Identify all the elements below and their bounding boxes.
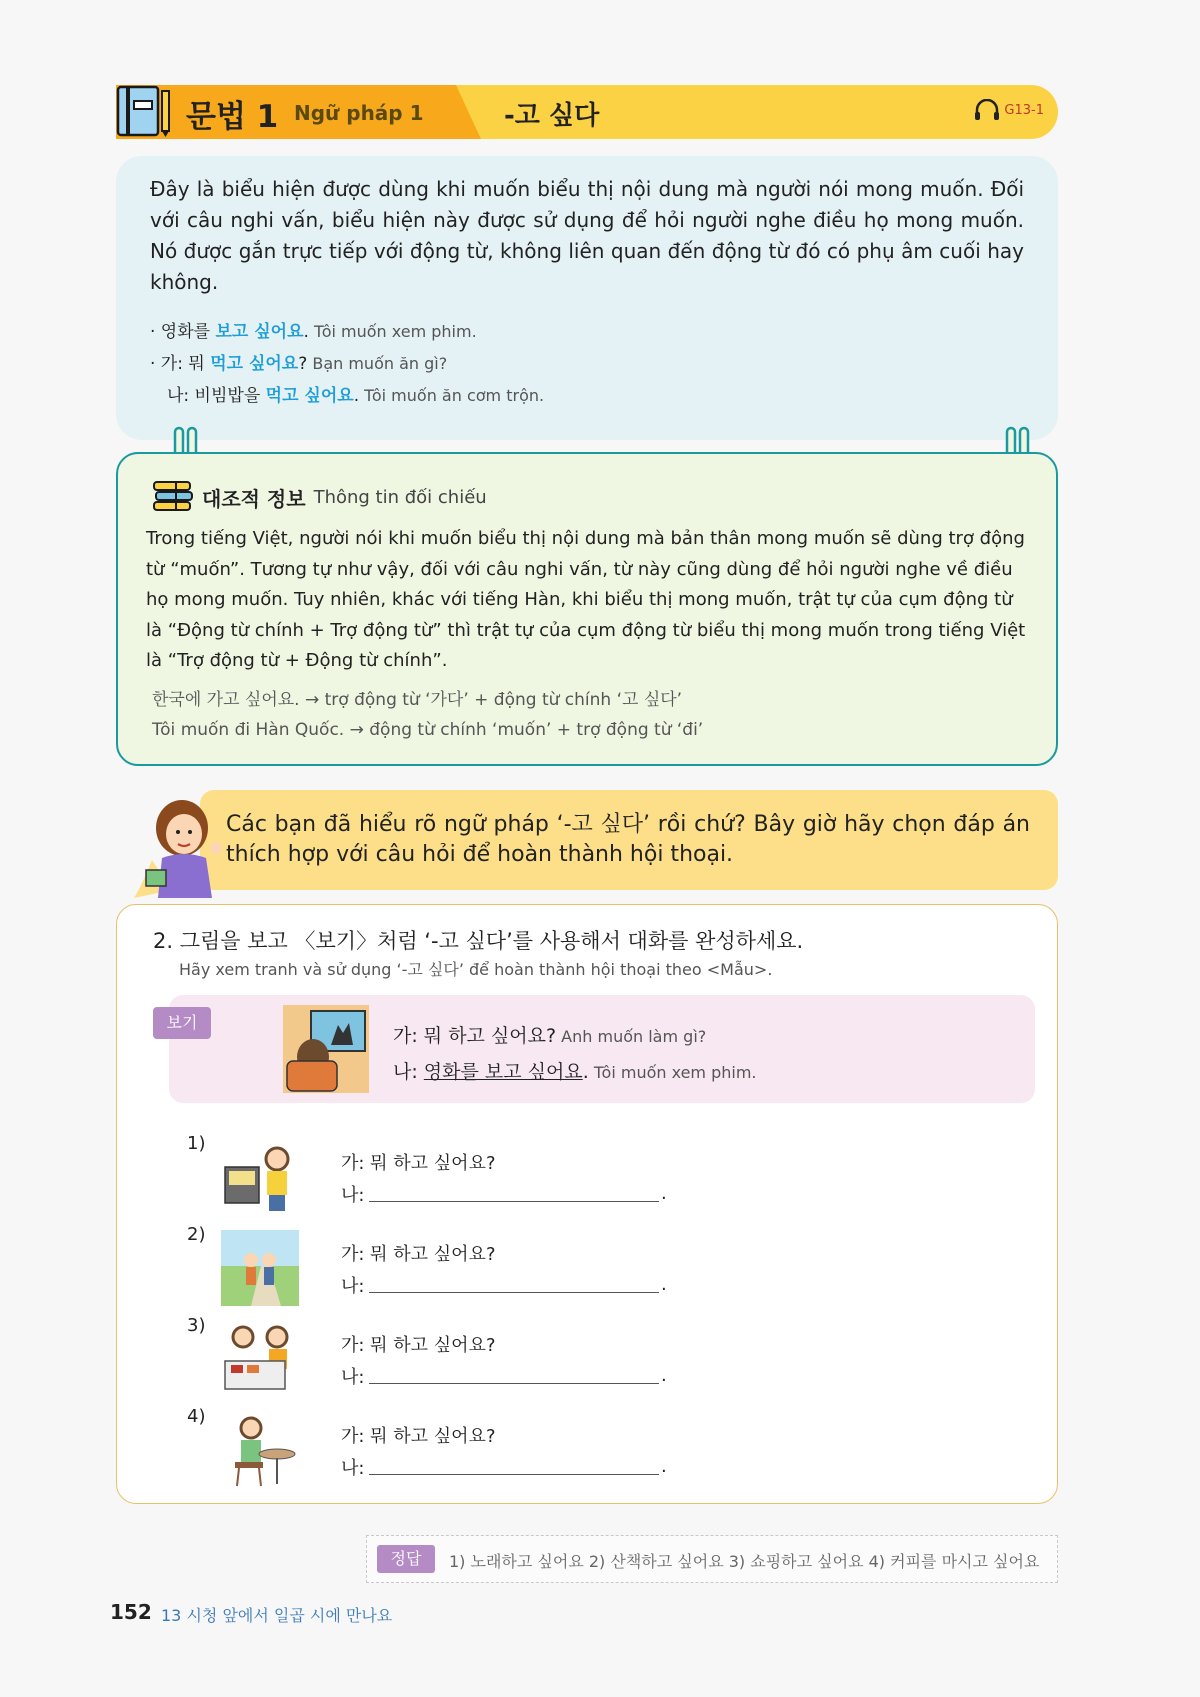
item-question: 가: 뭐 하고 싶어요? [341, 1244, 496, 1265]
answer-blank[interactable] [369, 1292, 659, 1293]
model-question [393, 1021, 706, 1048]
explanation-box [116, 156, 1058, 440]
answer-text: 1) 노래하고 싶어요 2) 산책하고 싶어요 3) 쇼핑하고 싶어요 4) 커피를 마시고 싶어요 [449, 1552, 1040, 1571]
grammar-banner [116, 85, 1058, 139]
exercise-box [116, 904, 1058, 1504]
item-answer-label: 나: [341, 1185, 365, 1206]
headphones-icon [974, 99, 1000, 121]
item-number: 2) [187, 1224, 206, 1245]
chapter-title: 13 시청 앞에서 일곱 시에 만나요 [161, 1606, 393, 1625]
answer-period: . [661, 1183, 667, 1204]
model-answer [393, 1057, 757, 1084]
exercise-item [117, 1224, 817, 1310]
comparison-example-vi: Tôi muốn đi Hàn Quốc. → động từ chính ‘muốn’ + trợ động từ ‘đi’ [152, 719, 704, 740]
item-number: 1) [187, 1133, 206, 1154]
comparison-examples [152, 685, 1028, 745]
comparison-heading-ko: 대조적 정보 [202, 486, 306, 511]
coffee-illustration [221, 1412, 299, 1488]
answer-tag: 정답 [377, 1545, 435, 1573]
exercise-title: 2. 그림을 보고 〈보기〉처럼 ‘-고 싶다’를 사용해서 대화를 완성하세요. [153, 929, 804, 953]
explanation-text: Đây là biểu hiện được dùng khi muốn biểu thị nội dung mà người nói mong muốn. Đối với câu nghi vấn, biểu hiện này được sử dụng để hỏi người nghe điều họ mong muốn. Nó được gắn trực tiếp với động từ, không liên quan đến động từ đó có phụ âm cuối hay không. [150, 177, 1024, 294]
page-number: 152 [110, 1600, 152, 1624]
item-question: 가: 뭐 하고 싶어요? [341, 1426, 496, 1447]
shopping-illustration [221, 1321, 299, 1397]
bubble-text: Các bạn đã hiểu rõ ngữ pháp ‘-고 싶다’ rồi chứ? Bây giờ hãy chọn đáp án thích hợp với câu hỏi để hoàn thành hội thoại. [226, 812, 1030, 867]
exercise-subtitle: Hãy xem tranh và sử dụng ‘-고 싶다’ để hoàn thành hội thoại theo <Mẫu>. [179, 960, 773, 979]
item-answer-label: 나: [341, 1458, 365, 1479]
exercise-item [117, 1315, 817, 1401]
tv-watching-illustration [283, 1005, 369, 1093]
model-tag: 보기 [153, 1007, 211, 1039]
example-punct: ? [298, 354, 308, 374]
comparison-example-ko: 한국에 가고 싶어요. → trợ động từ ‘가다’ + động từ chính ‘고 싶다’ [152, 689, 683, 710]
answer-period: . [661, 1456, 667, 1477]
walking-illustration [221, 1230, 299, 1306]
model-answer-vi: Tôi muốn xem phim. [588, 1063, 757, 1082]
model-answer-underlined: 영화를 보고 싶어요 [423, 1061, 583, 1083]
answer-key [366, 1535, 1058, 1583]
exercise-item [117, 1133, 817, 1219]
example-translation: Tôi muốn xem phim. [308, 322, 477, 341]
grammar-label-vi: Ngữ pháp 1 [294, 101, 424, 125]
example-highlight: 보고 싶어요 [215, 322, 304, 342]
answer-blank[interactable] [369, 1201, 659, 1202]
audio-track[interactable] [974, 99, 1044, 121]
grammar-title: -고 싶다 [504, 101, 600, 131]
model-question-vi: Anh muốn làm gì? [556, 1027, 707, 1046]
speech-bubble [200, 790, 1058, 890]
notebook-icon [116, 83, 172, 139]
model-answer-prefix: 나: [393, 1061, 424, 1083]
example-1 [150, 316, 1024, 348]
example-translation: Tôi muốn ăn cơm trộn. [359, 386, 545, 405]
example-punct: . [353, 386, 360, 406]
comparison-heading [152, 480, 1028, 514]
answer-blank[interactable] [369, 1474, 659, 1475]
item-number: 3) [187, 1315, 206, 1336]
example-text: · 영화를 [150, 322, 216, 342]
teacher-illustration [132, 790, 228, 902]
comparison-text: Trong tiếng Việt, người nói khi muốn biểu thị nội dung mà bản thân mong muốn sẽ dùng trợ động từ “muốn”. Tương tự như vậy, đối với câu nghi vấn, từ này cũng dùng để hỏi người nghe về điều họ mong muốn. Tuy nhiên, khác với tiếng Hàn, khi biểu thị mong muốn, trật tự của cụm động từ là “Động từ chính + Trợ động từ” thì trật tự của cụm động từ biểu thị mong muốn trong tiếng Việt là “Trợ động từ + Động từ chính”. [146, 528, 1026, 671]
answer-blank[interactable] [369, 1383, 659, 1384]
example-highlight: 먹고 싶어요 [210, 354, 299, 374]
example-3 [150, 380, 1024, 412]
audio-code: G13-1 [1004, 102, 1044, 118]
item-answer-label: 나: [341, 1276, 365, 1297]
answer-period: . [661, 1365, 667, 1386]
example-text: · 가: 뭐 [150, 354, 211, 374]
example-punct: . [303, 322, 309, 342]
exercise-item [117, 1406, 817, 1492]
grammar-label: 문법 1 [186, 99, 279, 135]
answer-period: . [661, 1274, 667, 1295]
model-question-ko: 가: 뭐 하고 싶어요? [393, 1025, 557, 1047]
item-answer-label: 나: [341, 1367, 365, 1388]
example-2 [150, 348, 1024, 380]
example-text: 나: 비빔밥을 [167, 386, 266, 406]
example-list [150, 316, 1024, 412]
model-answer-punct: . [582, 1061, 589, 1083]
comparison-heading-vi: Thông tin đối chiếu [313, 486, 487, 508]
example-translation: Bạn muốn ăn gì? [307, 354, 448, 373]
books-stack-icon [152, 480, 194, 514]
karaoke-illustration [221, 1139, 299, 1215]
item-number: 4) [187, 1406, 206, 1427]
comparison-box [116, 452, 1058, 766]
example-highlight: 먹고 싶어요 [265, 386, 354, 406]
item-question: 가: 뭐 하고 싶어요? [341, 1335, 496, 1356]
item-question: 가: 뭐 하고 싶어요? [341, 1153, 496, 1174]
